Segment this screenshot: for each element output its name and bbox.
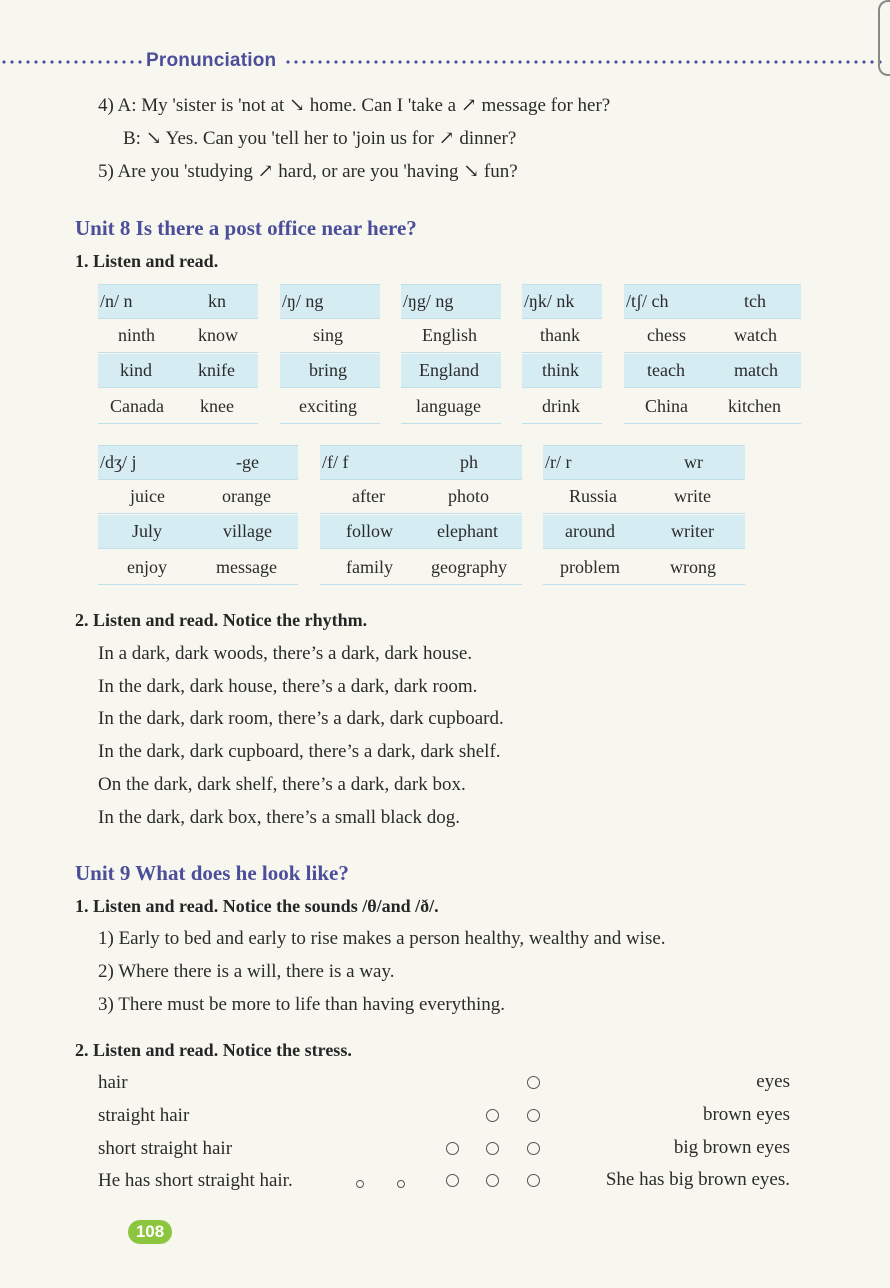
stress-circle xyxy=(486,1142,499,1155)
table-header-spelling: tch xyxy=(744,291,766,311)
rhythm-line: On the dark, dark shelf, there’s a dark, dark box. xyxy=(98,774,466,795)
table-cell: after xyxy=(352,486,385,506)
table-cell: exciting xyxy=(299,396,357,416)
stress-right-line: She has big brown eyes. xyxy=(605,1169,790,1190)
unstressed-circle xyxy=(356,1180,364,1188)
stress-left-line: short straight hair xyxy=(98,1138,233,1159)
stress-circle xyxy=(527,1109,540,1122)
table-cell: kitchen xyxy=(728,396,781,416)
table-header-symbol: /ŋk/ nk xyxy=(524,291,575,311)
pron-line-5: 5) Are you 'studying ↗ hard, or are you 'having ↘ fun? xyxy=(98,161,518,182)
stress-circle xyxy=(486,1109,499,1122)
stress-left-line: hair xyxy=(98,1072,128,1093)
table-cell: family xyxy=(346,557,393,577)
stress-circle xyxy=(486,1174,499,1187)
table-cell: knife xyxy=(198,360,235,380)
stress-circle xyxy=(527,1076,540,1089)
table-cell: geography xyxy=(431,557,507,577)
table-cell: drink xyxy=(542,396,580,416)
table-header-symbol: /ŋg/ ng xyxy=(403,291,454,311)
table-cell: thank xyxy=(540,325,580,345)
table-cell: chess xyxy=(647,325,686,345)
table-header-symbol: /ŋ/ ng xyxy=(282,291,324,311)
table-cell: juice xyxy=(130,486,165,506)
rhythm-line: In the dark, dark box, there’s a small black dog. xyxy=(98,807,460,828)
table-cell: watch xyxy=(734,325,777,345)
rhythm-line: In the dark, dark room, there’s a dark, dark cupboard. xyxy=(98,708,504,729)
table-header-symbol: /n/ n xyxy=(100,291,133,311)
table-header-symbol: /f/ f xyxy=(322,452,349,472)
pron-line-4a: 4) A: My 'sister is 'not at ↘ home. Can I 'take a ↗ message for her? xyxy=(98,95,611,116)
rhythm-line: In a dark, dark woods, there’s a dark, dark house. xyxy=(98,643,473,664)
dotted-rule-right xyxy=(284,58,884,66)
table-cell: write xyxy=(674,486,711,506)
stress-right-line: eyes xyxy=(756,1071,790,1092)
table-header-spelling: -ge xyxy=(236,452,259,472)
stress-right-line: brown eyes xyxy=(702,1104,790,1125)
unit9-ex1-heading: 1. Listen and read. Notice the sounds /θ/and /ð/. xyxy=(75,896,439,916)
table-cell: problem xyxy=(560,557,620,577)
table-cell: knee xyxy=(200,396,234,416)
table-header-symbol: /r/ r xyxy=(545,452,572,472)
stress-circle xyxy=(527,1174,540,1187)
table-header-spelling: ph xyxy=(460,452,478,472)
unit8-ex2-heading: 2. Listen and read. Notice the rhythm. xyxy=(75,610,368,630)
stress-circle xyxy=(527,1142,540,1155)
table-cell: know xyxy=(198,325,238,345)
table-cell: bring xyxy=(309,360,347,380)
table-cell: message xyxy=(216,557,277,577)
unit9-ex2-heading: 2. Listen and read. Notice the stress. xyxy=(75,1040,352,1060)
table-header-spelling: kn xyxy=(208,291,226,311)
unit8-ex1-heading: 1. Listen and read. xyxy=(75,251,219,271)
table-cell: sing xyxy=(313,325,344,345)
unit9-sentence: 1) Early to bed and early to rise makes a person healthy, wealthy and wise. xyxy=(98,928,666,949)
unstressed-circle xyxy=(397,1180,405,1188)
table-cell: photo xyxy=(448,486,490,506)
stress-left-line: He has short straight hair. xyxy=(98,1170,293,1191)
table-cell: follow xyxy=(346,521,393,541)
pron-line-4b: B: ↘ Yes. Can you 'tell her to 'join us for ↗ dinner? xyxy=(123,128,517,149)
table-cell: ninth xyxy=(118,325,156,345)
page-number: 108 xyxy=(128,1220,172,1244)
table-header-symbol: /tʃ/ ch xyxy=(626,291,669,311)
table-cell: kind xyxy=(120,360,153,380)
table-cell: China xyxy=(645,396,688,416)
unit8-title: Unit 8 Is there a post office near here? xyxy=(75,216,417,240)
page-tab-edge xyxy=(878,0,890,76)
rhythm-line: In the dark, dark house, there’s a dark, dark room. xyxy=(98,676,478,697)
rhythm-line: In the dark, dark cupboard, there’s a dark, dark shelf. xyxy=(98,741,501,762)
table-cell: teach xyxy=(647,360,685,380)
table-cell: wrong xyxy=(670,557,716,577)
stress-circle xyxy=(446,1174,459,1187)
table-header-symbol: /dʒ/ j xyxy=(100,452,137,472)
table-cell: enjoy xyxy=(127,557,167,577)
unit9-sentence: 2) Where there is a will, there is a way. xyxy=(98,961,395,982)
table-cell: around xyxy=(565,521,615,541)
table-header-spelling: wr xyxy=(684,452,703,472)
unit9-title: Unit 9 What does he look like? xyxy=(75,861,349,885)
table-cell: Canada xyxy=(110,396,164,416)
table-cell: think xyxy=(542,360,580,380)
table-cell: match xyxy=(734,360,778,380)
table-cell: writer xyxy=(671,521,714,541)
table-cell: orange xyxy=(222,486,271,506)
table-cell: Russia xyxy=(569,486,618,506)
table-cell: language xyxy=(416,396,481,416)
table-cell: village xyxy=(223,521,272,541)
dotted-rule-left xyxy=(0,58,142,66)
table-cell: elephant xyxy=(437,521,498,541)
stress-right-line: big brown eyes xyxy=(673,1137,790,1158)
table-cell: English xyxy=(422,325,478,345)
stress-left-line: straight hair xyxy=(98,1105,190,1126)
unit9-sentence: 3) There must be more to life than having everything. xyxy=(98,994,505,1015)
table-cell: July xyxy=(132,521,163,541)
section-label: Pronunciation xyxy=(146,50,277,71)
stress-circle xyxy=(446,1142,459,1155)
table-cell: England xyxy=(419,360,479,380)
